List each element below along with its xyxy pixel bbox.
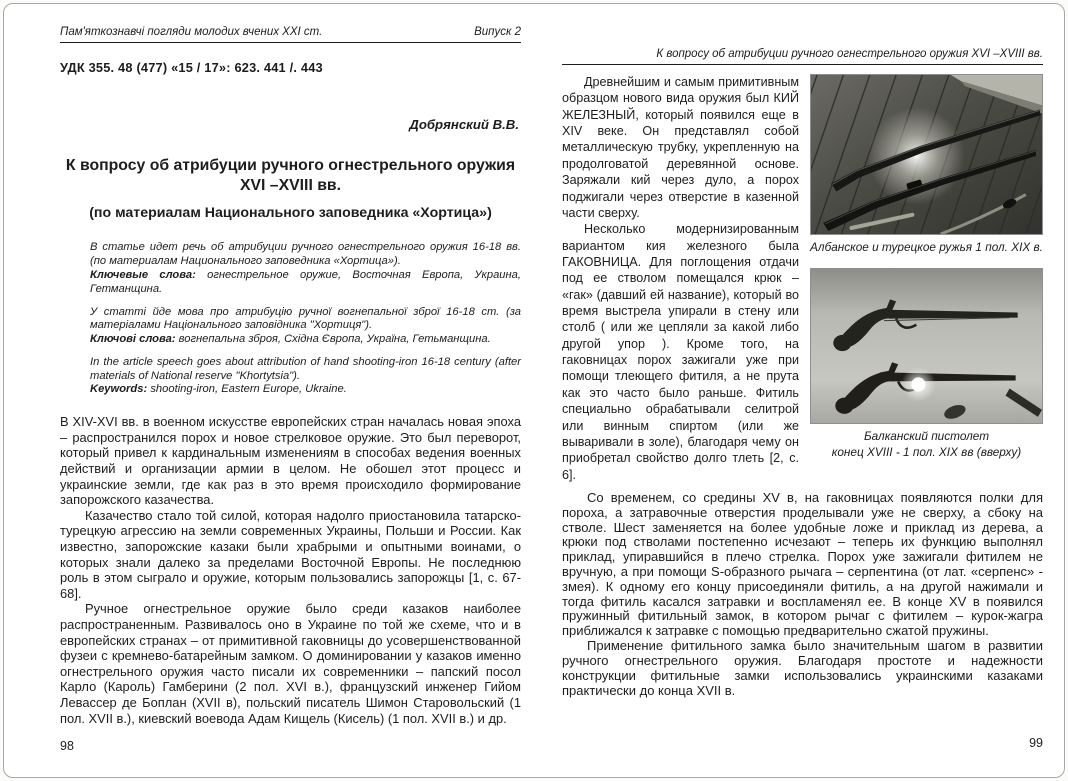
figure-caption: Албанское и турецкое ружья 1 пол. XIX в. — [810, 240, 1043, 255]
figure-caption-line1: Балканский пистолет — [863, 429, 990, 444]
page-number-left: 98 — [60, 739, 74, 753]
abstract-en-text: In the article speech goes about attribution of hand shooting-iron 16-18 century (after materials of National reserve "Khortytsia"). — [90, 355, 521, 382]
photo-rifles-on-floor-image — [810, 74, 1043, 235]
two-column-region — [562, 74, 1043, 483]
figure-pistols — [810, 268, 1043, 460]
abstract-en-keywords — [90, 383, 521, 397]
keywords-label-en: Keywords: — [90, 383, 148, 396]
figure-rifles — [810, 74, 1043, 255]
paragraph: Несколько модернизированным вариантом кия железного была ГАКОВНИЦА. Для поглощения отдачи под ее стволом помещался крюк – «гак» (давший ей название), который во время выстрела упирали в стену или столб ( или же цепляли за какой либо другой упор ). Кроме того, на гаковницах порох зажигали уже при помощи тлеющего фитиля, а не прута как это часто было раньше. Фитиль специально обрабатывали селитрой или винным спиртом (или же вываривали в золе), благодаря чему он приобретал свойство долго тлеть [2, с. 6]. — [562, 222, 799, 482]
abstract-block — [90, 241, 521, 397]
keywords-ua: вогнепальна зброя, Східна Європа, Україна, Гетьманщина. — [178, 333, 491, 346]
body-text-left — [60, 414, 521, 726]
abstract-ua — [90, 306, 521, 347]
paragraph: Применение фитильного замка было значительным шагом в развитии ручного огнестрельного оружия. Благодаря простоте и надежности конструкции фитильные замки использовались украинскими казаками практически до конца XVII в. — [562, 638, 1043, 698]
figure-column — [810, 74, 1043, 483]
paragraph: В XIV-XVI вв. в военном искусстве европейских стран началась новая эпоха – распространился порох и новое стрелковое оружие. Это был переворот, который привел к кардинальным изменениям в способах ведения военных действий и организации армии в целом. Не обошел этот процесс и украинские земли, где как раз в это время происходило формирование запорожского казачества. — [60, 414, 521, 508]
paragraph: Казачество стало той силой, которая надолго приостановила татарско-турецкую агрессию на земли современных Украины, Польши и России. Как известно, запорожские казаки были храбрыми и опытными воинами, о которых знали далеко за пределами Восточной Европы. Не последнюю роль в этом сыграло и оружие, которым пользовались запорожцы [1, с. 67-68]. — [60, 507, 521, 601]
udc-code: УДК 355. 48 (477) «15 / 17»: 623. 441 /. 443 — [60, 60, 323, 75]
running-head-issue: Випуск 2 — [474, 26, 521, 38]
keywords-label-ua: Ключові слова: — [90, 333, 176, 346]
abstract-ru — [90, 241, 521, 296]
keywords-label-ru: Ключевые слова: — [90, 268, 196, 281]
page-left — [60, 26, 521, 753]
photo-pistols-image — [810, 268, 1043, 424]
keywords-ru: огнестрельное оружие, Восточная Европа, Украина, Гетманщина. — [90, 268, 521, 295]
paragraph: Древнейшим и самым примитивным образцом нового вида оружия был КИЙ ЖЕЛЕЗНЫЙ, который появился еще в XIV веке. Он представлял собой металлическую трубку, укрепленную на продолговатой деревянной основе. Заряжали кий через дуло, а порох поджигали через отверстие в казенной части сверху. — [562, 75, 799, 220]
article-subtitle: (по материалам Национального заповедника «Хортица») — [89, 205, 492, 222]
figure-caption-line2: конец XVIII - 1 пол. XIX вв (вверху) — [831, 444, 1022, 459]
abstract-ru-text: В статье идет речь об атрибуции ручного огнестрельного оружия 16-18 вв. (по материалам Национального заповедника «Хортица»). — [90, 241, 521, 268]
column-text — [562, 74, 799, 483]
abstract-en — [90, 356, 521, 397]
keywords-en: shooting-iron, Eastern Europe, Ukraine. — [150, 383, 347, 396]
page-right — [562, 48, 1043, 750]
paragraph: Ручное огнестрельное оружие было среди казаков наиболее распространенным. Развивалось оно в Украине по той же схеме, что и в европейских странах – от примитивной гаковницы до усовершенствованной фузеи с кремнево-батарейным замком. О доминировании у казаков именно огнестрельного оружия часто писали их современники – папский посол Карло (Кароль) Гамберини (2 пол. XVI в.), французский инженер Гийом Левассер де Боплан (XVII в), польский писатель Шимон Старовольский (1 пол. XVII в.), киевский воевода Адам Кищель (Кисель) (1 пол. XVII в.) и др. — [60, 601, 521, 726]
figure-caption — [810, 429, 1043, 460]
abstract-ru-keywords — [90, 269, 521, 297]
running-head-title: Пам'яткознавчі погляди молодих вчених XXI ст. — [60, 26, 323, 38]
abstract-ua-text: У статті йде мова про атрибуцію ручної вогнепальної зброї 16-18 ст. (за матеріалами Національного заповідника "Хортиця"). — [90, 305, 521, 332]
page-number-right: 99 — [1029, 736, 1043, 750]
article-title: К вопросу об атрибуции ручного огнестрельного оружия XVI –XVIII вв. — [65, 157, 516, 195]
running-head — [60, 26, 521, 43]
abstract-ua-keywords — [90, 333, 521, 347]
body-text-right — [562, 491, 1043, 698]
author-name: Добрянский В.В. — [409, 117, 519, 132]
paragraph: Со временем, со средины XV в, на гаковницах появляются полки для пороха, а затравочные отверстия проделывали уже не сверху, а сбоку на стволе. Шест заменяется на более удобные ложе и приклад из дерева, а крюки под стволами постепенно исчезают – теперь их функцию выполнял приклад, упиравшийся в плечо стрелка. Порох уже зажигали фитилем не вручную, а при помощи S-образного рычага – серпентина (от лат. «серпенс» - змея). К одному его концу присоединяли фитиль, а на другой нажимали и тогда фитиль касался затравки и воспламенял ее. В конце XV в появился пружинный фитильный замок, в котором рычаг с фитилем – курок-жагра приближался к затравке с помощью предварительно сжатой пружины. — [562, 489, 1043, 639]
running-head-right: К вопросу об атрибуции ручного огнестрельного оружия XVI –XVIII вв. — [562, 48, 1043, 65]
